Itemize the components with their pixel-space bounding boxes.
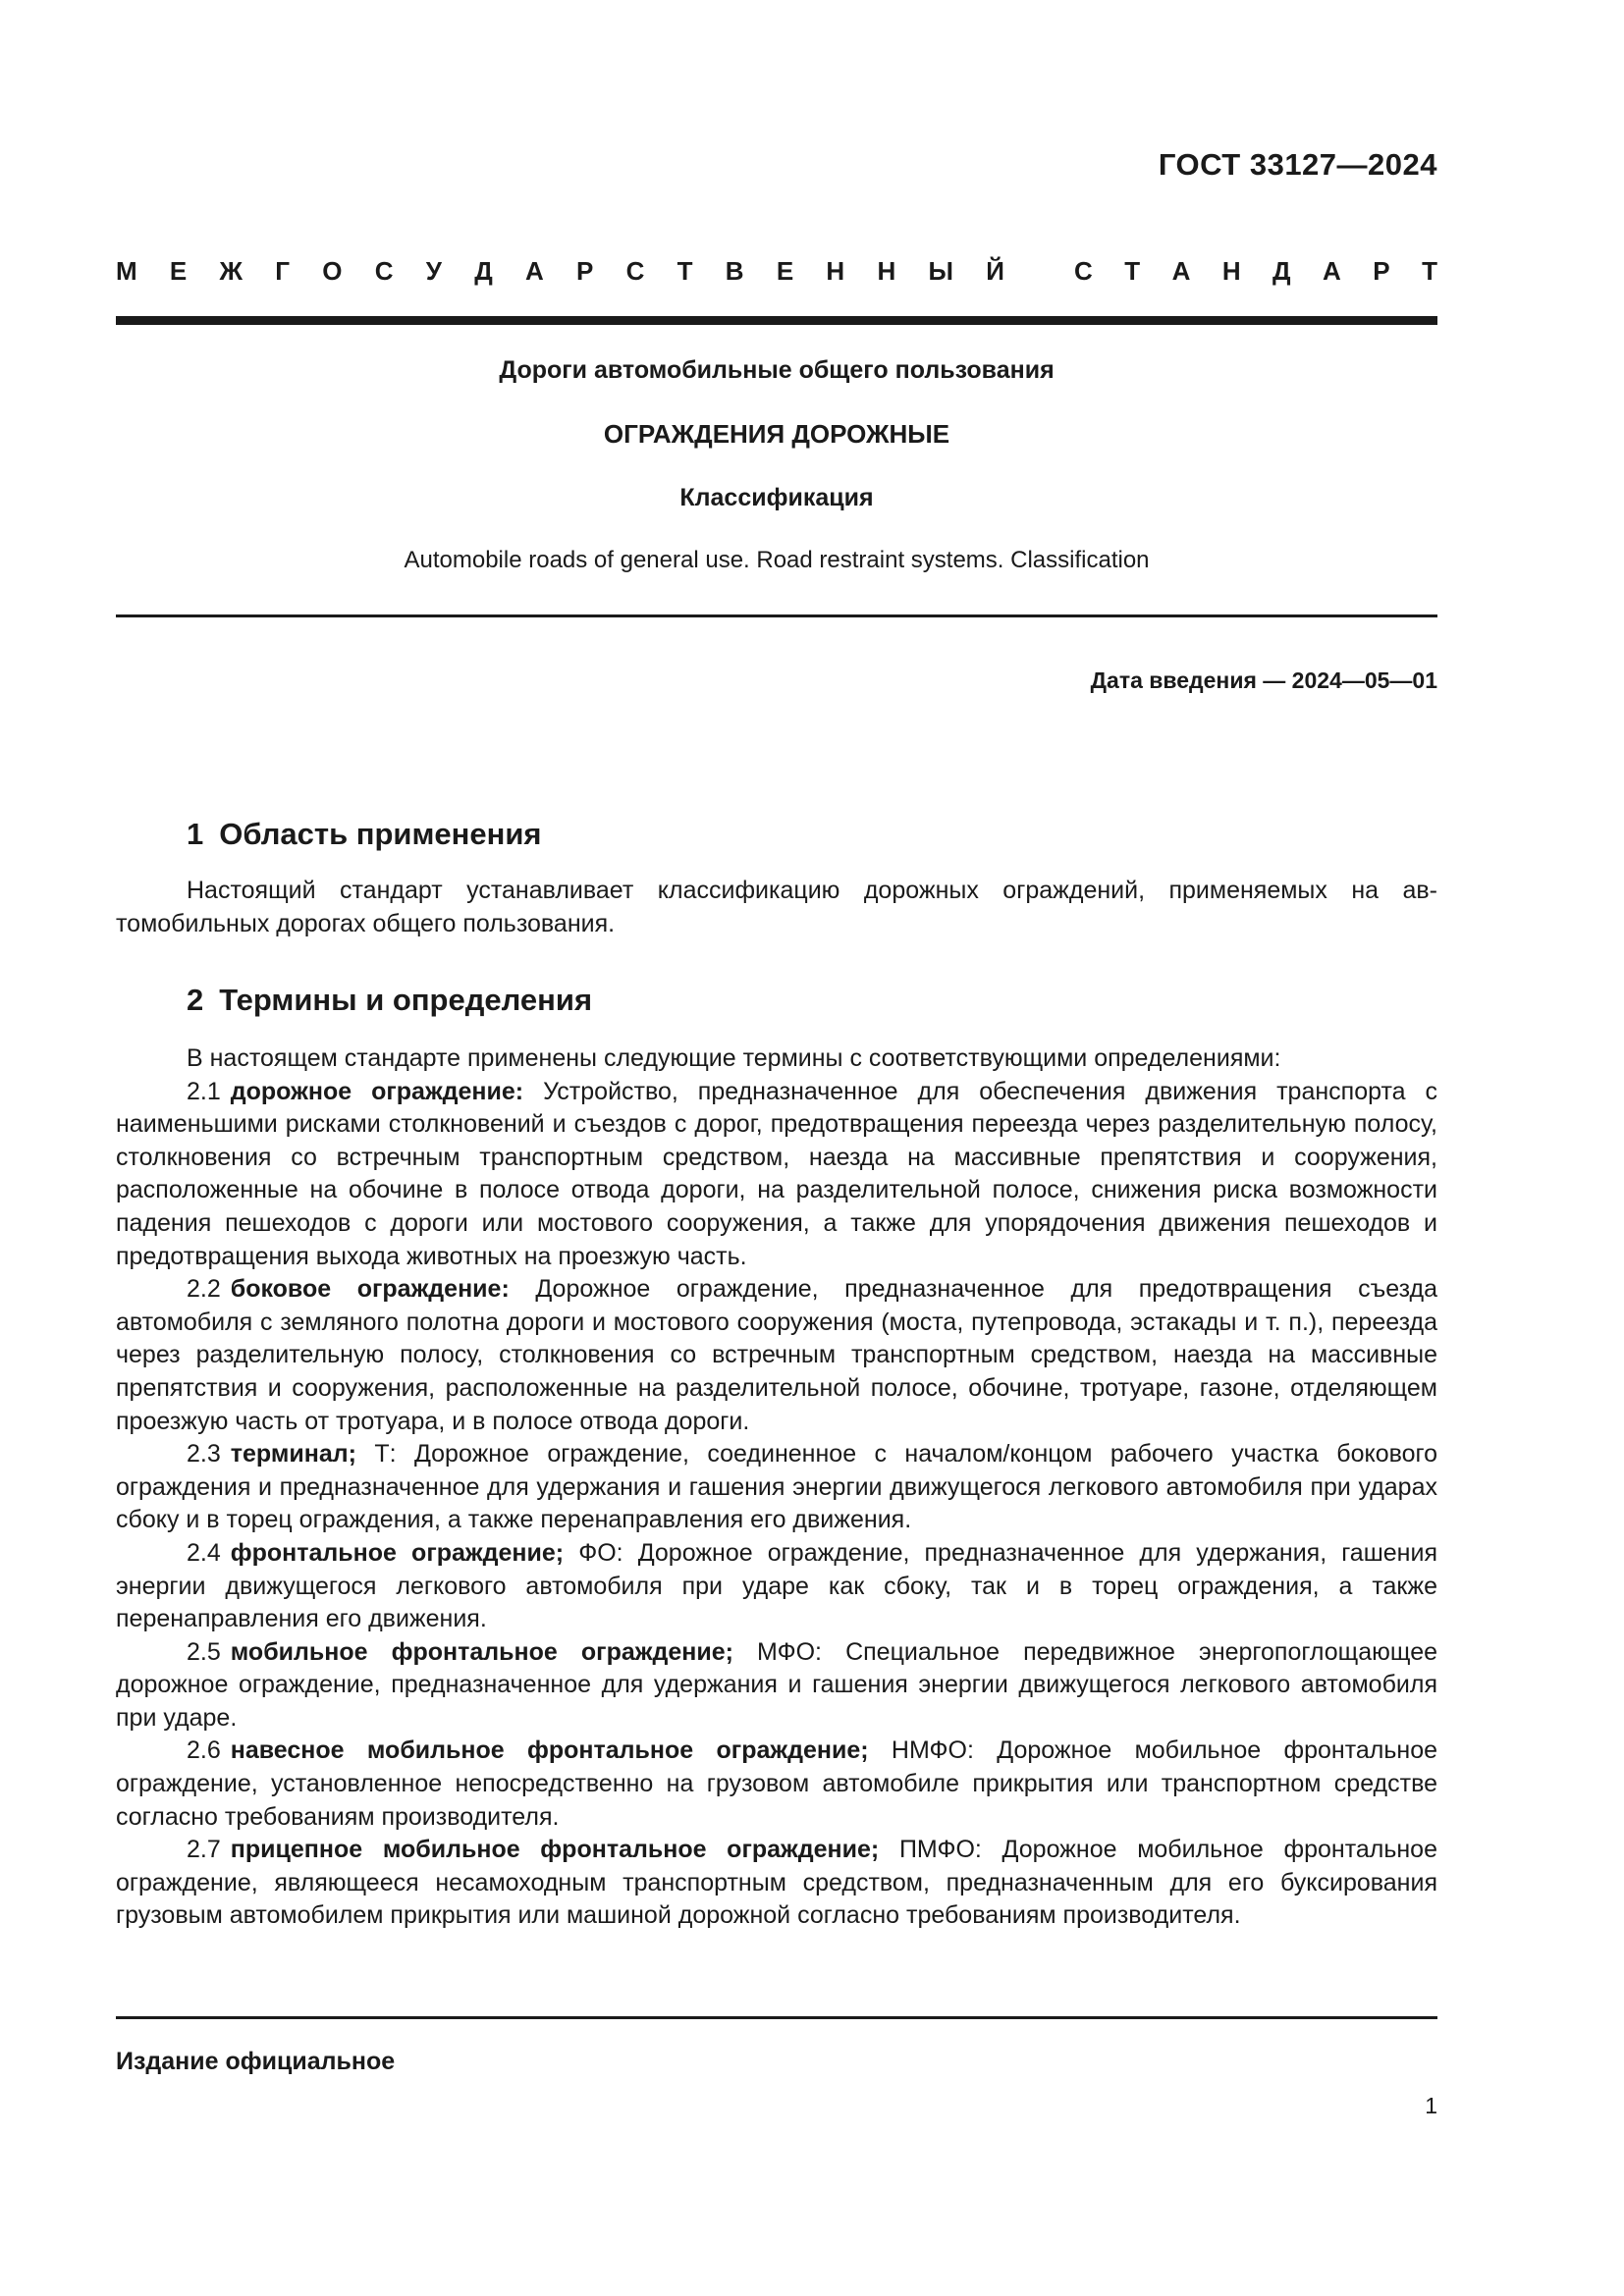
term-entry — [116, 1834, 1437, 1933]
banner-letter: У — [425, 255, 442, 286]
term-entry — [116, 1636, 1437, 1735]
term-number: 2.7 — [187, 1836, 221, 1864]
term-name: боковое ограждение: — [230, 1275, 510, 1304]
banner-letter: М — [116, 255, 137, 286]
banner-letter: Ы — [928, 255, 953, 286]
banner-letter: Д — [1272, 255, 1291, 286]
term-name: дорожное ограждение: — [230, 1077, 524, 1105]
banner-letter: Р — [576, 255, 594, 286]
banner-letter: Е — [169, 255, 188, 286]
banner-letter: А — [1323, 255, 1341, 286]
section-number: 1 — [187, 817, 204, 851]
header-divider — [116, 316, 1437, 325]
term-name: терминал; — [230, 1440, 356, 1468]
term-definition: НМФО: Дорожное мобильное фронтальное ограждение, установленное непосредственно на грузовом автомобиле прикрытия или транспортном средстве согласно требованиям производителя. — [116, 1736, 1437, 1831]
page-number: 1 — [1425, 2093, 1437, 2118]
term-number: 2.1 — [187, 1077, 221, 1105]
term-definition: Дорожное ограждение, предназначенное для предотвращения съезда автомобиля с земляного полотна дороги и мостового сооружения (моста, путепровода, эстакады и т. п.), переезда через разделительную полосу, столкновения со встречным транспортным средством, наезда на массивные препятствия и сооружения, расположенные на разделительной полосе, обочине, тротуаре, газоне, отделяющем проезжую часть от тротуара, и в полосе отвода дороги. — [116, 1275, 1437, 1435]
term-entry — [116, 1537, 1437, 1636]
term-entry — [116, 1273, 1437, 1438]
term-entry — [116, 1076, 1437, 1274]
footer-divider — [116, 2016, 1437, 2019]
title-divider — [116, 614, 1437, 617]
banner-letter: Н — [877, 255, 896, 286]
banner-letter: С — [374, 255, 394, 286]
banner-letter: О — [322, 255, 343, 286]
term-number: 2.3 — [187, 1440, 221, 1468]
section-title: Область применения — [219, 817, 542, 851]
section-1-heading — [187, 817, 542, 852]
term-definition: МФО: Специальное передвижное энергопоглощающее дорожное ограждение, предназначенное для удержания и гашения энергии движущегося легкового автомобиля при ударе. — [116, 1637, 1438, 1732]
banner-letter: Т — [677, 255, 693, 286]
banner-letter: Ж — [219, 255, 244, 286]
term-definition: Т: Дорожное ограждение, соединенное с началом/концом рабочего участка бокового ограждения и предназначенное для удержания и гашения энергии движущегося легкового автомобиля при ударах сбоку и в торец ограждения, а также перенаправления его движения. — [116, 1440, 1437, 1534]
gost-number: ГОСТ 33127—2024 — [1158, 147, 1437, 182]
title-english: Automobile roads of general use. Road restraint systems. Classification — [404, 547, 1150, 573]
banner-letter: Р — [1373, 255, 1390, 286]
term-name: прицепное мобильное фронтальное ограждение; — [230, 1836, 880, 1864]
terms-intro: В настоящем стандарте применены следующие термины с соответствующими определениями: — [187, 1044, 1281, 1072]
banner-letter: Г — [275, 255, 291, 286]
section-title: Термины и определения — [219, 983, 593, 1017]
banner-letter: А — [525, 255, 544, 286]
title-main: ОГРАЖДЕНИЯ ДОРОЖНЫЕ — [603, 419, 950, 449]
title-road-category: Дороги автомобильные общего пользования — [499, 356, 1055, 384]
banner-letter: А — [1171, 255, 1191, 286]
term-definition: ФО: Дорожное ограждение, предназначенное для удержания, гашения энергии движущегося легкового автомобиля при ударе как сбоку, так и в торец ограждения, а также перенаправления его движения. — [116, 1538, 1437, 1633]
term-name: мобильное фронтальное ограждение; — [230, 1637, 733, 1666]
banner-letter: Д — [474, 255, 493, 286]
banner-letter: Н — [1221, 255, 1241, 286]
introduction-date: Дата введения — 2024—05—01 — [1090, 667, 1437, 693]
banner-letter: В — [725, 255, 744, 286]
official-edition-label: Издание официальное — [116, 2048, 396, 2075]
term-definition: Устройство, предназначенное для обеспечения движения транспорта с наименьшими рисками столкновений и съездов с дорог, предотвращения переезда через разделительную полосу, столкновения со встречным транспортным средством, наезда на массивные препятствия и сооружения, расположенные на обочине в полосе отвода дороги, на разделительной полосе, снижения риска возможности падения пешеходов с дороги или мостового сооружения, а также для упорядочения движения пешеходов и предотвращения выхода животных на проезжую часть. — [116, 1077, 1437, 1270]
banner-letter: С — [1074, 255, 1093, 286]
banner-word-standard — [1074, 256, 1437, 287]
term-name: навесное мобильное фронтальное ограждение; — [230, 1736, 869, 1765]
term-number: 2.6 — [187, 1736, 221, 1765]
banner-word-interstate — [116, 256, 1004, 287]
section-2-heading — [187, 983, 592, 1018]
title-subject: Классификация — [679, 484, 874, 511]
section-1-body — [116, 875, 1437, 940]
banner-letter: Е — [776, 255, 794, 286]
section-2-body — [116, 1042, 1437, 1933]
term-number: 2.2 — [187, 1275, 221, 1304]
banner-letter: Н — [826, 255, 845, 286]
standard-type-banner — [116, 253, 1437, 289]
term-entry — [116, 1735, 1437, 1834]
banner-letter: Й — [986, 255, 1004, 286]
banner-letter: Т — [1422, 255, 1437, 286]
term-number: 2.5 — [187, 1637, 221, 1666]
banner-letter: Т — [1124, 255, 1141, 286]
term-name: фронтальное ограждение; — [230, 1538, 565, 1567]
term-definition: ПМФО: Дорожное мобильное фронтальное ограждение, являющееся несамоходным транспортным средством, предназначенным для его буксирования грузовым автомобилем прикрытия или машиной дорожной согласно требованиям производителя. — [116, 1836, 1437, 1930]
section-number: 2 — [187, 983, 204, 1017]
term-entry — [116, 1438, 1437, 1537]
scope-paragraph: Настоящий стандарт устанавливает классификацию дорожных ограждений, применяемых на автомобильных дорогах общего пользования. — [116, 877, 1437, 937]
banner-letter: С — [625, 255, 645, 286]
term-number: 2.4 — [187, 1538, 221, 1567]
